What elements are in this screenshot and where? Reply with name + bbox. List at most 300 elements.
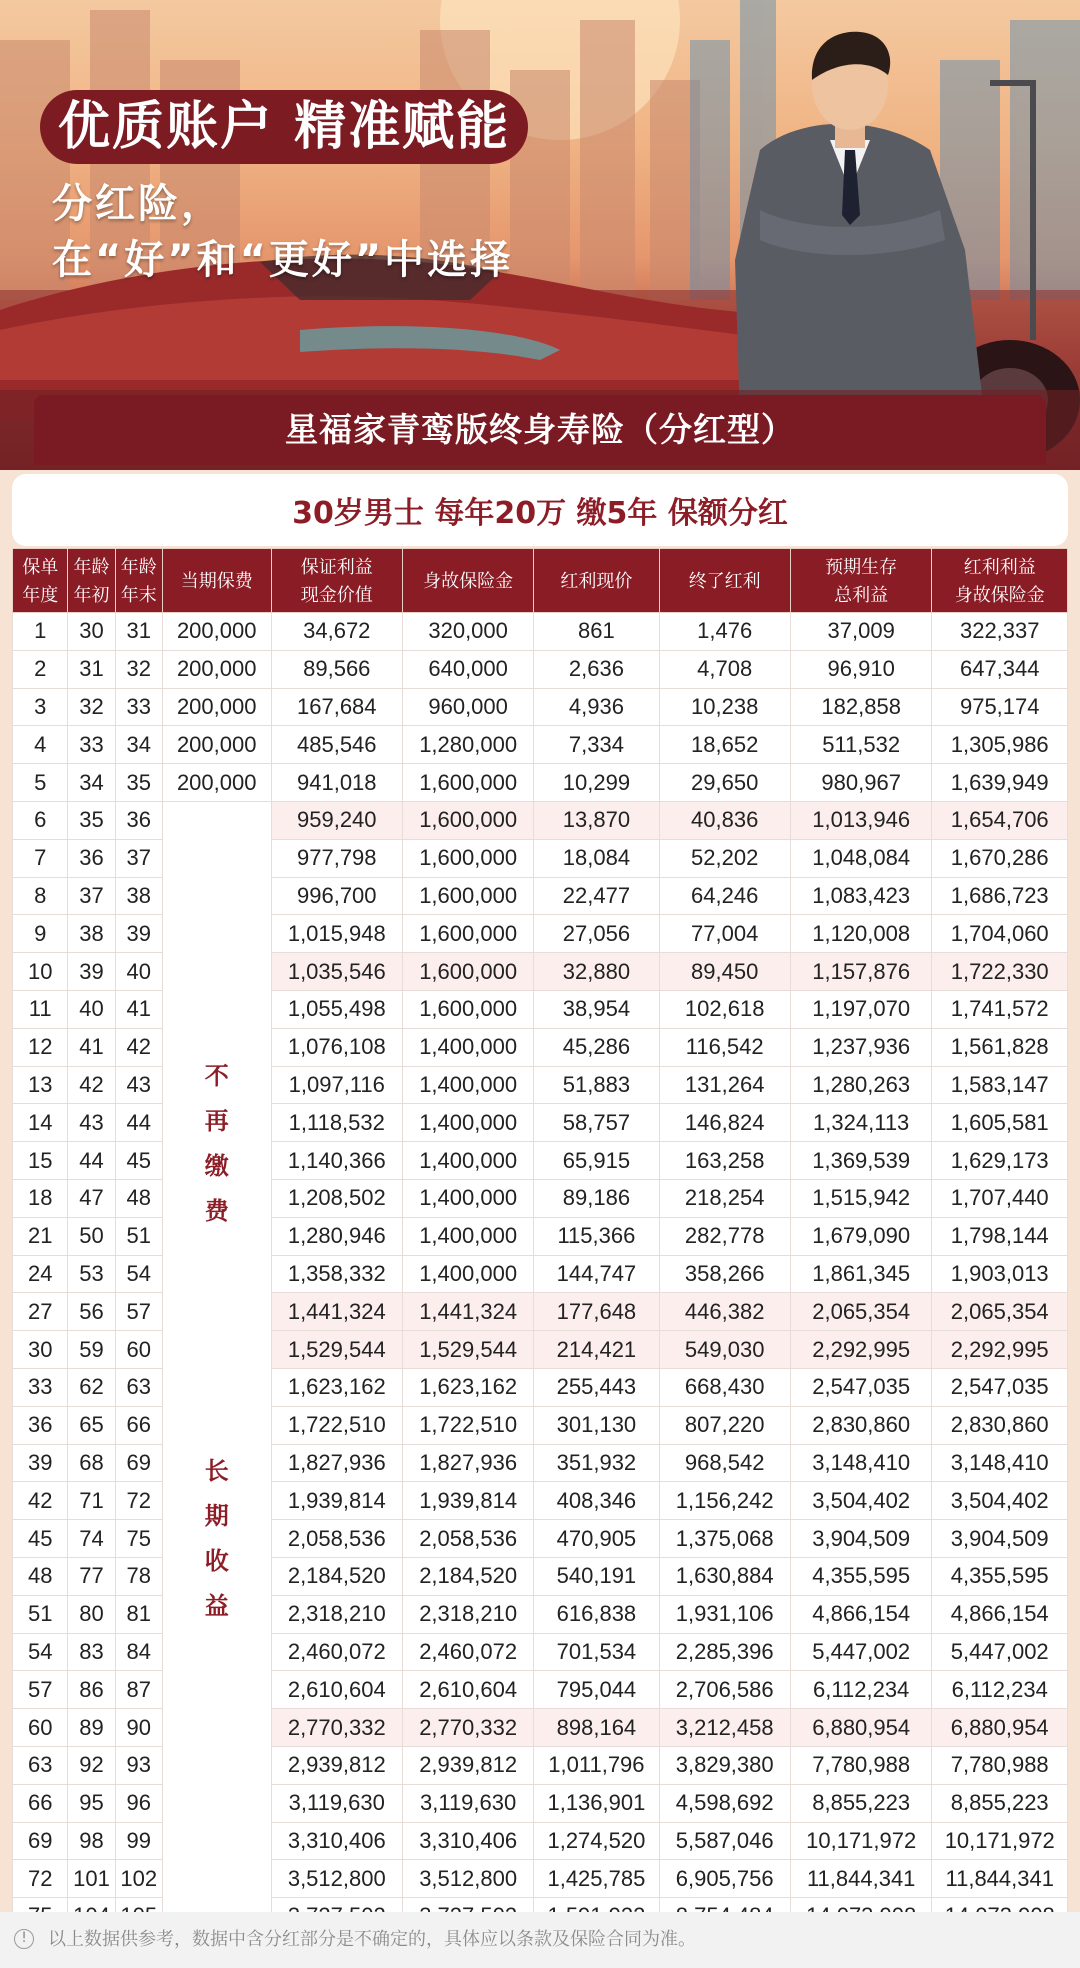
table-cell: 2,547,035 [790,1368,932,1406]
table-cell: 42 [68,1066,115,1104]
table-cell: 1,704,060 [932,915,1068,953]
column-header [13,549,68,613]
table-cell: 11,844,341 [932,1860,1068,1898]
table-cell: 795,044 [534,1671,659,1709]
table-cell: 6,880,954 [932,1709,1068,1747]
table-cell: 10 [13,953,68,991]
table-cell: 77,004 [659,915,790,953]
table-cell: 32,880 [534,953,659,991]
table-cell: 37 [115,839,162,877]
table-cell: 99 [115,1822,162,1860]
disclaimer-bar [0,1912,1080,1968]
table-cell: 200,000 [162,650,271,688]
table-cell: 1,600,000 [402,801,533,839]
table-cell: 32 [115,650,162,688]
column-header [402,549,533,613]
table-cell: 1,157,876 [790,953,932,991]
table-cell: 71 [68,1482,115,1520]
table-cell: 807,220 [659,1406,790,1444]
table-cell: 668,430 [659,1368,790,1406]
table-cell: 255,443 [534,1368,659,1406]
table-cell: 1,400,000 [402,1179,533,1217]
table-cell: 3,904,509 [790,1520,932,1558]
table-cell: 37,009 [790,613,932,651]
table-cell: 1,097,116 [271,1066,402,1104]
table-row [13,688,1068,726]
table-cell: 1,600,000 [402,764,533,802]
table-cell: 1,600,000 [402,877,533,915]
table-cell: 2,065,354 [932,1293,1068,1331]
table-cell: 53 [68,1255,115,1293]
table-cell: 3,119,630 [271,1784,402,1822]
table-cell: 102 [115,1860,162,1898]
table-cell: 38 [68,915,115,953]
table-cell: 59 [68,1331,115,1369]
table-cell: 1,425,785 [534,1860,659,1898]
table-cell: 1,939,814 [271,1482,402,1520]
table-cell: 1,118,532 [271,1104,402,1142]
table-cell: 6,880,954 [790,1709,932,1747]
table-cell: 30 [13,1331,68,1369]
table-cell: 5,587,046 [659,1822,790,1860]
table-cell: 1,903,013 [932,1255,1068,1293]
table-cell: 14 [13,1104,68,1142]
table-cell: 48 [115,1179,162,1217]
table-cell: 87 [115,1671,162,1709]
table-cell: 616,838 [534,1595,659,1633]
table-cell: 1,686,723 [932,877,1068,915]
table-cell: 2,285,396 [659,1633,790,1671]
table-cell: 101 [68,1860,115,1898]
table-cell: 3,119,630 [402,1784,533,1822]
table-cell: 968,542 [659,1444,790,1482]
column-header [68,549,115,613]
table-cell: 22,477 [534,877,659,915]
table-cell: 1,305,986 [932,726,1068,764]
table-cell: 32 [68,688,115,726]
table-cell: 4,355,595 [932,1557,1068,1595]
table-cell: 1,654,706 [932,801,1068,839]
table-cell: 3,148,410 [790,1444,932,1482]
table-cell: 39 [68,953,115,991]
table-cell: 3,829,380 [659,1746,790,1784]
table-cell: 12 [13,1028,68,1066]
table-cell: 1,369,539 [790,1142,932,1180]
table-cell: 2,065,354 [790,1293,932,1331]
note-char: 期 [204,1502,229,1530]
table-cell: 30 [68,613,115,651]
table-cell: 35 [115,764,162,802]
table-cell: 1,529,544 [402,1331,533,1369]
table-cell: 1,679,090 [790,1217,932,1255]
table-cell: 2,292,995 [932,1331,1068,1369]
table-cell: 163,258 [659,1142,790,1180]
table-cell: 39 [13,1444,68,1482]
column-header-line: 保证利益 [300,556,373,577]
table-cell: 3 [13,688,68,726]
table-cell: 1,600,000 [402,915,533,953]
table-cell: 1,741,572 [932,990,1068,1028]
column-header [534,549,659,613]
column-header-line: 总利益 [834,584,889,605]
table-cell: 2,460,072 [271,1633,402,1671]
note-char: 长 [204,1457,229,1485]
column-header-line: 预期生存 [825,556,898,577]
table-cell: 65 [68,1406,115,1444]
table-cell: 33 [13,1368,68,1406]
table-cell: 69 [115,1444,162,1482]
table-cell: 200,000 [162,764,271,802]
table-cell: 1,639,949 [932,764,1068,802]
table-cell: 47 [68,1179,115,1217]
table-cell: 1,722,510 [402,1406,533,1444]
table-row [13,801,1068,839]
table-cell: 2,610,604 [402,1671,533,1709]
table-cell: 8,855,223 [790,1784,932,1822]
table-cell: 4,866,154 [932,1595,1068,1633]
table-cell: 1,076,108 [271,1028,402,1066]
table-cell: 1,529,544 [271,1331,402,1369]
table-cell: 40 [68,990,115,1028]
column-header [659,549,790,613]
table-cell: 66 [13,1784,68,1822]
table-cell: 1,013,946 [790,801,932,839]
table-cell: 5,447,002 [932,1633,1068,1671]
table-cell: 31 [115,613,162,651]
table-row [13,650,1068,688]
table-cell: 11 [13,990,68,1028]
table-cell: 72 [115,1482,162,1520]
table-cell: 647,344 [932,650,1068,688]
table-cell: 42 [13,1482,68,1520]
table-cell: 80 [68,1595,115,1633]
table-cell: 1,011,796 [534,1746,659,1784]
table-cell: 1,120,008 [790,915,932,953]
table-cell: 351,932 [534,1444,659,1482]
table-cell: 1,630,884 [659,1557,790,1595]
table-cell: 33 [68,726,115,764]
table-cell: 200,000 [162,613,271,651]
table-cell: 1,136,901 [534,1784,659,1822]
table-cell: 2 [13,650,68,688]
table-cell: 42 [115,1028,162,1066]
table-cell: 98 [68,1822,115,1860]
table-cell: 36 [115,801,162,839]
table-cell: 60 [115,1331,162,1369]
table-cell: 282,778 [659,1217,790,1255]
column-header [932,549,1068,613]
table-cell: 10,171,972 [790,1822,932,1860]
table-cell: 51,883 [534,1066,659,1104]
table-cell: 1,400,000 [402,1028,533,1066]
column-header-line: 当期保费 [180,570,253,591]
table-cell: 301,130 [534,1406,659,1444]
table-row [13,764,1068,802]
table-cell: 2,318,210 [271,1595,402,1633]
table-cell: 1,015,948 [271,915,402,953]
hero-subline-2: 在“好”和“更好”中选择 [52,237,514,283]
table-cell: 52,202 [659,839,790,877]
table-cell: 1,400,000 [402,1142,533,1180]
table-cell: 48 [13,1557,68,1595]
table-header-row [13,549,1068,613]
column-header-line: 终了红利 [688,570,761,591]
table-cell: 84 [115,1633,162,1671]
table-cell: 1,600,000 [402,839,533,877]
table-cell: 5,447,002 [790,1633,932,1671]
table-cell: 13,870 [534,801,659,839]
table-cell: 2,636 [534,650,659,688]
table-cell: 3,504,402 [932,1482,1068,1520]
table-cell: 51 [115,1217,162,1255]
note-no-more-payment [163,1054,271,1234]
note-char: 益 [204,1592,229,1620]
table-cell: 72 [13,1860,68,1898]
table-cell: 980,967 [790,764,932,802]
table-cell: 10,299 [534,764,659,802]
note-char: 再 [204,1107,229,1135]
table-cell: 1,827,936 [402,1444,533,1482]
table-cell: 3,310,406 [402,1822,533,1860]
table-cell: 144,747 [534,1255,659,1293]
table-cell: 2,318,210 [402,1595,533,1633]
table-cell: 2,292,995 [790,1331,932,1369]
table-cell: 64,246 [659,877,790,915]
table-cell: 1,629,173 [932,1142,1068,1180]
benefit-table [12,548,1068,1936]
table-cell: 1,939,814 [402,1482,533,1520]
table-cell: 182,858 [790,688,932,726]
table-cell: 322,337 [932,613,1068,651]
table-cell: 36 [68,839,115,877]
table-cell: 63 [13,1746,68,1784]
table-cell: 4 [13,726,68,764]
table-cell: 34 [115,726,162,764]
table-cell: 83 [68,1633,115,1671]
table-cell: 45 [115,1142,162,1180]
table-cell: 975,174 [932,688,1068,726]
hero-headline: 优质账户 精准赋能 [40,90,528,164]
table-cell: 2,184,520 [271,1557,402,1595]
note-char: 缴 [204,1152,229,1180]
column-header [271,549,402,613]
table-cell: 29,650 [659,764,790,802]
table-cell: 1,140,366 [271,1142,402,1180]
table-cell: 1,400,000 [402,1066,533,1104]
table-cell: 549,030 [659,1331,790,1369]
table-cell: 2,939,812 [271,1746,402,1784]
table-cell: 116,542 [659,1028,790,1066]
table-cell: 2,184,520 [402,1557,533,1595]
table-cell: 58,757 [534,1104,659,1142]
table-cell: 2,770,332 [271,1709,402,1747]
table-cell: 898,164 [534,1709,659,1747]
table-cell: 7,334 [534,726,659,764]
table-cell: 44 [68,1142,115,1180]
table-cell: 2,058,536 [402,1520,533,1558]
column-header-line: 年末 [120,584,157,605]
table-cell: 95 [68,1784,115,1822]
table-cell: 40,836 [659,801,790,839]
table-cell: 1,583,147 [932,1066,1068,1104]
column-header-line: 红利利益 [963,556,1036,577]
table-cell: 3,512,800 [271,1860,402,1898]
table-cell: 18 [13,1179,68,1217]
plan-summary: 30岁男士 每年20万 缴5年 保额分红 [12,474,1068,546]
table-cell: 62 [68,1368,115,1406]
table-cell: 18,652 [659,726,790,764]
disclaimer-text: 以上数据供参考，数据中含分红部分是不确定的，具体应以条款及保险合同为准。 [48,1929,696,1950]
column-header-line: 身故保险金 [423,570,514,591]
table-cell: 2,830,860 [790,1406,932,1444]
table-cell: 36 [13,1406,68,1444]
note-char: 收 [204,1547,229,1575]
table-cell: 8 [13,877,68,915]
column-header-line: 年龄 [120,556,157,577]
table-cell: 51 [13,1595,68,1633]
table-cell: 74 [68,1520,115,1558]
info-icon: ! [14,1929,34,1949]
table-cell: 27,056 [534,915,659,953]
table-row [13,613,1068,651]
column-header-line: 现金价值 [300,584,373,605]
table-cell: 56 [68,1293,115,1331]
table-cell: 89 [68,1709,115,1747]
column-header [162,549,271,613]
table-cell: 2,770,332 [402,1709,533,1747]
table-cell: 1,035,546 [271,953,402,991]
table-cell: 78 [115,1557,162,1595]
table-cell: 1,055,498 [271,990,402,1028]
table-cell: 6 [13,801,68,839]
hero-banner [0,0,1080,470]
table-cell: 1,722,330 [932,953,1068,991]
table-cell: 1,400,000 [402,1217,533,1255]
table-cell: 2,610,604 [271,1671,402,1709]
table-cell: 86 [68,1671,115,1709]
table-cell: 131,264 [659,1066,790,1104]
table-cell: 45 [13,1520,68,1558]
column-header-line: 身故保险金 [954,584,1045,605]
table-cell: 89,186 [534,1179,659,1217]
table-cell: 9 [13,915,68,953]
table-cell: 6,112,234 [932,1671,1068,1709]
table-cell: 1,048,084 [790,839,932,877]
table-cell: 1,400,000 [402,1255,533,1293]
table-cell: 167,684 [271,688,402,726]
table-cell: 6,905,756 [659,1860,790,1898]
column-header-line: 年龄 [73,556,110,577]
table-cell: 861 [534,613,659,651]
table-cell: 1,670,286 [932,839,1068,877]
table-cell: 102,618 [659,990,790,1028]
table-cell: 1,605,581 [932,1104,1068,1142]
table-cell: 2,830,860 [932,1406,1068,1444]
table-cell: 15 [13,1142,68,1180]
column-header-line: 年度 [22,584,59,605]
table-cell: 66 [115,1406,162,1444]
table-cell: 11,844,341 [790,1860,932,1898]
table-cell: 1,208,502 [271,1179,402,1217]
table-cell: 540,191 [534,1557,659,1595]
table-cell: 408,346 [534,1482,659,1520]
table-cell: 218,254 [659,1179,790,1217]
table-cell: 1 [13,613,68,651]
table-cell: 65,915 [534,1142,659,1180]
table-cell: 96 [115,1784,162,1822]
table-cell: 2,706,586 [659,1671,790,1709]
table-cell: 1,274,520 [534,1822,659,1860]
table-cell: 43 [68,1104,115,1142]
table-cell: 1,375,068 [659,1520,790,1558]
table-cell: 37 [68,877,115,915]
table-cell: 485,546 [271,726,402,764]
table-cell: 1,400,000 [402,1104,533,1142]
table-cell: 8,855,223 [932,1784,1068,1822]
table-cell: 34 [68,764,115,802]
table-cell: 200,000 [162,688,271,726]
table-cell: 13 [13,1066,68,1104]
table-cell: 4,598,692 [659,1784,790,1822]
table-cell: 7,780,988 [932,1746,1068,1784]
table-cell: 200,000 [162,726,271,764]
table-cell: 6,112,234 [790,1671,932,1709]
table-cell: 640,000 [402,650,533,688]
table-cell: 3,310,406 [271,1822,402,1860]
table-cell: 18,084 [534,839,659,877]
table-cell: 3,504,402 [790,1482,932,1520]
table-cell: 7,780,988 [790,1746,932,1784]
table-cell: 1,600,000 [402,990,533,1028]
column-header-line: 红利现价 [560,570,633,591]
table-cell: 3,512,800 [402,1860,533,1898]
table-cell: 214,421 [534,1331,659,1369]
table-cell: 1,623,162 [271,1368,402,1406]
table-cell: 57 [13,1671,68,1709]
table-cell: 35 [68,801,115,839]
table-cell: 4,355,595 [790,1557,932,1595]
column-header-line: 保单 [22,556,59,577]
table-cell: 2,058,536 [271,1520,402,1558]
table-cell: 1,600,000 [402,953,533,991]
table-cell: 7 [13,839,68,877]
table-cell: 10,238 [659,688,790,726]
table-cell: 41 [68,1028,115,1066]
table-cell: 44 [115,1104,162,1142]
table-row [13,726,1068,764]
table-cell: 54 [13,1633,68,1671]
table-cell: 93 [115,1746,162,1784]
table-cell: 1,827,936 [271,1444,402,1482]
table-cell: 63 [115,1368,162,1406]
table-cell: 33 [115,688,162,726]
table-cell: 89,566 [271,650,402,688]
table-cell: 96,910 [790,650,932,688]
table-cell: 81 [115,1595,162,1633]
table-cell: 1,441,324 [271,1293,402,1331]
table-cell: 1,280,946 [271,1217,402,1255]
table-cell: 320,000 [402,613,533,651]
table-cell: 1,931,106 [659,1595,790,1633]
table-cell: 996,700 [271,877,402,915]
table-cell: 1,197,070 [790,990,932,1028]
table-cell: 4,708 [659,650,790,688]
table-cell: 38 [115,877,162,915]
table-cell: 115,366 [534,1217,659,1255]
table-cell: 1,861,345 [790,1255,932,1293]
table-cell: 977,798 [271,839,402,877]
table-cell: 21 [13,1217,68,1255]
